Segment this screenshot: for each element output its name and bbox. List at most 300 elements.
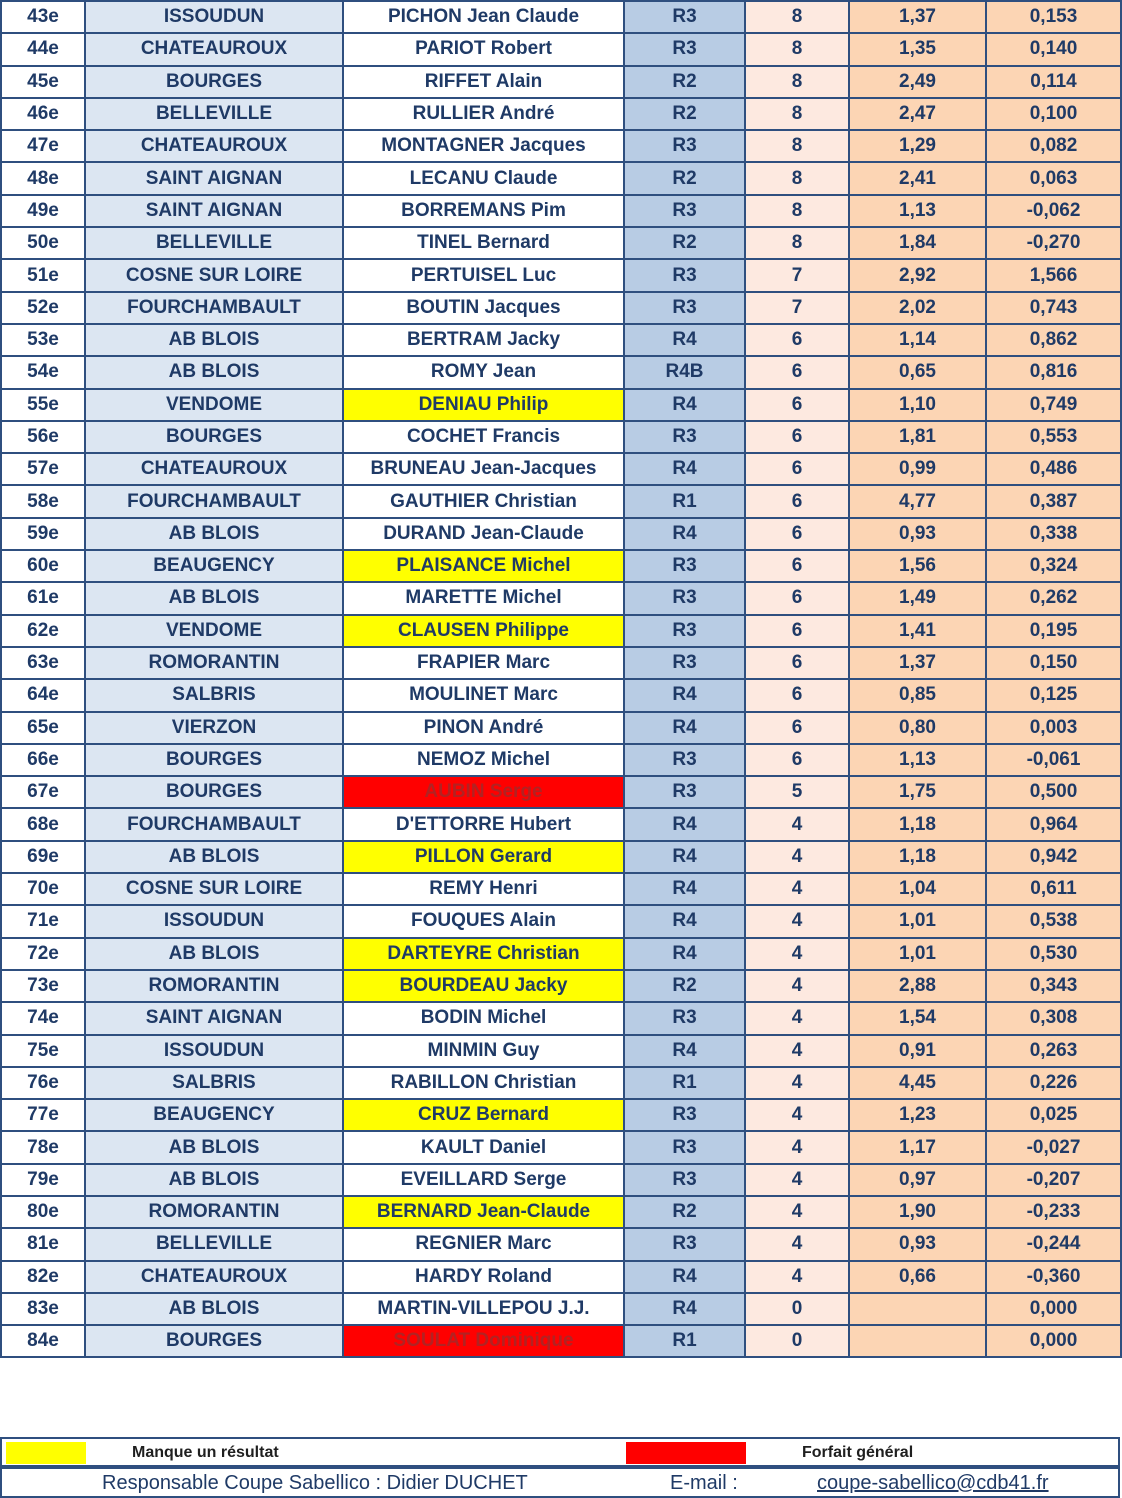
club-cell: VENDOME [85,615,343,647]
category-cell: R3 [624,1131,745,1163]
average-cell: 1,14 [849,324,986,356]
table-row [1,744,1121,776]
rank-cell: 80e [1,1196,85,1228]
category-cell: R4 [624,518,745,550]
rank-cell: 63e [1,647,85,679]
player-name-cell: MINMIN Guy [343,1035,624,1067]
club-cell: BEAUGENCY [85,1099,343,1131]
category-cell: R2 [624,98,745,130]
table-row [1,195,1121,227]
category-cell: R3 [624,259,745,291]
email-link[interactable]: coupe-sabellico@cdb41.fr [817,1472,1049,1494]
points-cell: 4 [745,841,849,873]
player-name-cell: FOUQUES Alain [343,905,624,937]
club-cell: BELLEVILLE [85,98,343,130]
points-cell: 5 [745,776,849,808]
player-name-cell: RIFFET Alain [343,66,624,98]
club-cell: AB BLOIS [85,938,343,970]
category-cell: R3 [624,582,745,614]
index-cell: 0,263 [986,1035,1121,1067]
club-cell: ISSOUDUN [85,905,343,937]
player-name-cell: TINEL Bernard [343,227,624,259]
club-cell: FOURCHAMBAULT [85,485,343,517]
average-cell: 1,75 [849,776,986,808]
category-cell: R3 [624,33,745,65]
player-name-cell: GAUTHIER Christian [343,485,624,517]
average-cell: 1,90 [849,1196,986,1228]
index-cell: 0,862 [986,324,1121,356]
index-cell: 0,942 [986,841,1121,873]
club-cell: AB BLOIS [85,518,343,550]
points-cell: 7 [745,292,849,324]
average-cell: 0,80 [849,712,986,744]
table-row [1,66,1121,98]
index-cell: 0,262 [986,582,1121,614]
table-row [1,1261,1121,1293]
index-cell: 0,003 [986,712,1121,744]
category-cell: R3 [624,292,745,324]
category-cell: R3 [624,1228,745,1260]
club-cell: BOURGES [85,776,343,808]
club-cell: SALBRIS [85,679,343,711]
index-cell: 0,343 [986,970,1121,1002]
index-cell: 0,000 [986,1293,1121,1325]
player-name-cell: PARIOT Robert [343,33,624,65]
points-cell: 6 [745,485,849,517]
player-name-cell: DENIAU Philip [343,389,624,421]
table-row [1,453,1121,485]
club-cell: AB BLOIS [85,1164,343,1196]
category-cell: R2 [624,162,745,194]
rank-cell: 69e [1,841,85,873]
category-cell: R3 [624,195,745,227]
index-cell: 0,153 [986,1,1121,33]
table-row [1,1164,1121,1196]
player-name-cell: AUBIN Serge [343,776,624,808]
rank-cell: 54e [1,356,85,388]
points-cell: 8 [745,227,849,259]
player-name-cell: PERTUISEL Luc [343,259,624,291]
points-cell: 6 [745,647,849,679]
category-cell: R4 [624,841,745,873]
category-cell: R2 [624,970,745,1002]
table-row [1,227,1121,259]
table-row [1,162,1121,194]
category-cell: R1 [624,1067,745,1099]
club-cell: VIERZON [85,712,343,744]
category-cell: R4 [624,453,745,485]
average-cell: 0,97 [849,1164,986,1196]
club-cell: CHATEAUROUX [85,453,343,485]
average-cell: 1,01 [849,905,986,937]
category-cell: R1 [624,485,745,517]
table-row [1,518,1121,550]
player-name-cell: BERNARD Jean-Claude [343,1196,624,1228]
rank-cell: 76e [1,1067,85,1099]
category-cell: R4 [624,808,745,840]
rank-cell: 62e [1,615,85,647]
ranking-rows [1,1,1121,1357]
index-cell: 0,100 [986,98,1121,130]
rank-cell: 77e [1,1099,85,1131]
club-cell: BEAUGENCY [85,550,343,582]
points-cell: 6 [745,324,849,356]
missing-result-swatch [6,1442,86,1464]
table-row [1,647,1121,679]
index-cell: -0,233 [986,1196,1121,1228]
points-cell: 4 [745,1196,849,1228]
index-cell: 0,816 [986,356,1121,388]
average-cell [849,1293,986,1325]
table-row [1,259,1121,291]
average-cell: 1,35 [849,33,986,65]
player-name-cell: BOUTIN Jacques [343,292,624,324]
average-cell: 1,37 [849,1,986,33]
average-cell: 1,18 [849,841,986,873]
points-cell: 4 [745,1002,849,1034]
category-cell: R4 [624,938,745,970]
average-cell: 1,49 [849,582,986,614]
index-cell: 0,082 [986,130,1121,162]
player-name-cell: BODIN Michel [343,1002,624,1034]
player-name-cell: SOULAT Dominique [343,1325,624,1357]
player-name-cell: PICHON Jean Claude [343,1,624,33]
index-cell: -0,061 [986,744,1121,776]
rank-cell: 44e [1,33,85,65]
club-cell: ROMORANTIN [85,647,343,679]
category-cell: R3 [624,421,745,453]
table-row [1,130,1121,162]
rank-cell: 57e [1,453,85,485]
average-cell: 0,85 [849,679,986,711]
rank-cell: 70e [1,873,85,905]
player-name-cell: BRUNEAU Jean-Jacques [343,453,624,485]
category-cell: R4 [624,679,745,711]
club-cell: FOURCHAMBAULT [85,808,343,840]
index-cell: 0,486 [986,453,1121,485]
average-cell: 2,47 [849,98,986,130]
table-row [1,356,1121,388]
rank-cell: 58e [1,485,85,517]
club-cell: AB BLOIS [85,1293,343,1325]
table-row [1,679,1121,711]
category-cell: R3 [624,1164,745,1196]
general-forfeit-label: Forfait général [802,1444,914,1461]
index-cell: 0,308 [986,1002,1121,1034]
points-cell: 6 [745,744,849,776]
general-forfeit-swatch [626,1442,746,1464]
rank-cell: 59e [1,518,85,550]
category-cell: R2 [624,1196,745,1228]
average-cell: 1,81 [849,421,986,453]
club-cell: AB BLOIS [85,324,343,356]
points-cell: 8 [745,66,849,98]
player-name-cell: BOURDEAU Jacky [343,970,624,1002]
average-cell: 1,01 [849,938,986,970]
rank-cell: 68e [1,808,85,840]
rank-cell: 64e [1,679,85,711]
table-row [1,1035,1121,1067]
rank-cell: 79e [1,1164,85,1196]
table-row [1,873,1121,905]
category-cell: R4 [624,905,745,937]
table-row [1,970,1121,1002]
club-cell: BOURGES [85,1325,343,1357]
category-cell: R3 [624,615,745,647]
average-cell: 2,88 [849,970,986,1002]
club-cell: VENDOME [85,389,343,421]
rank-cell: 50e [1,227,85,259]
points-cell: 0 [745,1325,849,1357]
player-name-cell: PLAISANCE Michel [343,550,624,582]
average-cell: 1,10 [849,389,986,421]
club-cell: BELLEVILLE [85,1228,343,1260]
category-cell: R3 [624,1099,745,1131]
index-cell: 0,749 [986,389,1121,421]
index-cell: -0,270 [986,227,1121,259]
rank-cell: 46e [1,98,85,130]
average-cell: 4,77 [849,485,986,517]
rank-cell: 72e [1,938,85,970]
category-cell: R4 [624,712,745,744]
index-cell: 0,611 [986,873,1121,905]
index-cell: 0,553 [986,421,1121,453]
category-cell: R4 [624,1261,745,1293]
player-name-cell: REMY Henri [343,873,624,905]
email-label: E-mail : [670,1472,738,1494]
category-cell: R3 [624,647,745,679]
average-cell: 1,04 [849,873,986,905]
points-cell: 6 [745,712,849,744]
rank-cell: 74e [1,1002,85,1034]
points-cell: 7 [745,259,849,291]
rank-cell: 52e [1,292,85,324]
points-cell: 4 [745,1067,849,1099]
rank-cell: 51e [1,259,85,291]
index-cell: 0,964 [986,808,1121,840]
average-cell: 0,93 [849,1228,986,1260]
rank-cell: 60e [1,550,85,582]
points-cell: 8 [745,130,849,162]
table-row [1,421,1121,453]
category-cell: R4 [624,324,745,356]
category-cell: R3 [624,744,745,776]
player-name-cell: CLAUSEN Philippe [343,615,624,647]
table-row [1,841,1121,873]
average-cell: 1,13 [849,195,986,227]
index-cell: 0,063 [986,162,1121,194]
points-cell: 4 [745,1131,849,1163]
rank-cell: 61e [1,582,85,614]
average-cell [849,1325,986,1357]
club-cell: SAINT AIGNAN [85,195,343,227]
points-cell: 8 [745,98,849,130]
points-cell: 6 [745,389,849,421]
club-cell: COSNE SUR LOIRE [85,873,343,905]
player-name-cell: MONTAGNER Jacques [343,130,624,162]
index-cell: -0,360 [986,1261,1121,1293]
category-cell: R3 [624,550,745,582]
table-row [1,582,1121,614]
club-cell: ISSOUDUN [85,1,343,33]
table-row [1,905,1121,937]
rank-cell: 45e [1,66,85,98]
rank-cell: 48e [1,162,85,194]
rank-cell: 55e [1,389,85,421]
category-cell: R2 [624,66,745,98]
index-cell: 0,114 [986,66,1121,98]
player-name-cell: DARTEYRE Christian [343,938,624,970]
index-cell: 1,566 [986,259,1121,291]
average-cell: 4,45 [849,1067,986,1099]
category-cell: R3 [624,130,745,162]
table-row [1,615,1121,647]
index-cell: 0,025 [986,1099,1121,1131]
points-cell: 8 [745,195,849,227]
club-cell: ISSOUDUN [85,1035,343,1067]
points-cell: 4 [745,1099,849,1131]
table-row [1,485,1121,517]
player-name-cell: PILLON Gerard [343,841,624,873]
player-name-cell: RABILLON Christian [343,1067,624,1099]
points-cell: 6 [745,453,849,485]
player-name-cell: CRUZ Bernard [343,1099,624,1131]
club-cell: BOURGES [85,421,343,453]
points-cell: 6 [745,615,849,647]
club-cell: AB BLOIS [85,356,343,388]
rank-cell: 43e [1,1,85,33]
index-cell: 0,387 [986,485,1121,517]
legend [0,1437,1120,1467]
player-name-cell: REGNIER Marc [343,1228,624,1260]
average-cell: 0,66 [849,1261,986,1293]
club-cell: SAINT AIGNAN [85,162,343,194]
club-cell: SALBRIS [85,1067,343,1099]
table-row [1,1325,1121,1357]
index-cell: 0,195 [986,615,1121,647]
points-cell: 6 [745,356,849,388]
category-cell: R4 [624,389,745,421]
rank-cell: 78e [1,1131,85,1163]
rank-cell: 75e [1,1035,85,1067]
player-name-cell: RULLIER André [343,98,624,130]
player-name-cell: LECANU Claude [343,162,624,194]
club-cell: BOURGES [85,66,343,98]
average-cell: 1,17 [849,1131,986,1163]
index-cell: -0,207 [986,1164,1121,1196]
points-cell: 8 [745,1,849,33]
points-cell: 4 [745,1035,849,1067]
player-name-cell: BERTRAM Jacky [343,324,624,356]
manager-label: Responsable Coupe Sabellico : Didier DUCHET [102,1472,528,1494]
rank-cell: 84e [1,1325,85,1357]
average-cell: 0,65 [849,356,986,388]
player-name-cell: HARDY Roland [343,1261,624,1293]
club-cell: CHATEAUROUX [85,33,343,65]
category-cell: R3 [624,776,745,808]
table-row [1,389,1121,421]
category-cell: R4 [624,1035,745,1067]
player-name-cell: MARTIN-VILLEPOU J.J. [343,1293,624,1325]
table-row [1,1293,1121,1325]
index-cell: 0,743 [986,292,1121,324]
category-cell: R4 [624,873,745,905]
table-row [1,1099,1121,1131]
club-cell: BOURGES [85,744,343,776]
rank-cell: 81e [1,1228,85,1260]
table-row [1,1131,1121,1163]
points-cell: 4 [745,970,849,1002]
points-cell: 4 [745,1228,849,1260]
average-cell: 1,56 [849,550,986,582]
table-row [1,1196,1121,1228]
rank-cell: 83e [1,1293,85,1325]
table-row [1,1228,1121,1260]
category-cell: R1 [624,1325,745,1357]
average-cell: 1,41 [849,615,986,647]
category-cell: R4 [624,1293,745,1325]
category-cell: R4B [624,356,745,388]
points-cell: 6 [745,421,849,453]
points-cell: 4 [745,808,849,840]
category-cell: R3 [624,1002,745,1034]
table-row [1,776,1121,808]
index-cell: 0,338 [986,518,1121,550]
index-cell: 0,530 [986,938,1121,970]
category-cell: R3 [624,1,745,33]
rank-cell: 71e [1,905,85,937]
average-cell: 1,13 [849,744,986,776]
points-cell: 6 [745,550,849,582]
rank-cell: 66e [1,744,85,776]
average-cell: 0,91 [849,1035,986,1067]
average-cell: 1,54 [849,1002,986,1034]
average-cell: 2,41 [849,162,986,194]
table-row [1,712,1121,744]
table-row [1,550,1121,582]
average-cell: 1,37 [849,647,986,679]
footer [0,1467,1120,1498]
club-cell: ROMORANTIN [85,970,343,1002]
table-row [1,1067,1121,1099]
rank-cell: 67e [1,776,85,808]
average-cell: 2,02 [849,292,986,324]
table-row [1,938,1121,970]
player-name-cell: KAULT Daniel [343,1131,624,1163]
points-cell: 4 [745,1164,849,1196]
rank-cell: 47e [1,130,85,162]
category-cell: R2 [624,227,745,259]
points-cell: 4 [745,905,849,937]
table-row [1,292,1121,324]
points-cell: 4 [745,938,849,970]
average-cell: 1,84 [849,227,986,259]
table-row [1,1,1121,33]
index-cell: -0,062 [986,195,1121,227]
average-cell: 0,93 [849,518,986,550]
average-cell: 1,18 [849,808,986,840]
table-row [1,1002,1121,1034]
points-cell: 8 [745,162,849,194]
average-cell: 1,23 [849,1099,986,1131]
missing-result-label: Manque un résultat [132,1444,279,1461]
rank-cell: 53e [1,324,85,356]
player-name-cell: BORREMANS Pim [343,195,624,227]
player-name-cell: PINON André [343,712,624,744]
index-cell: 0,125 [986,679,1121,711]
player-name-cell: D'ETTORRE Hubert [343,808,624,840]
points-cell: 6 [745,679,849,711]
